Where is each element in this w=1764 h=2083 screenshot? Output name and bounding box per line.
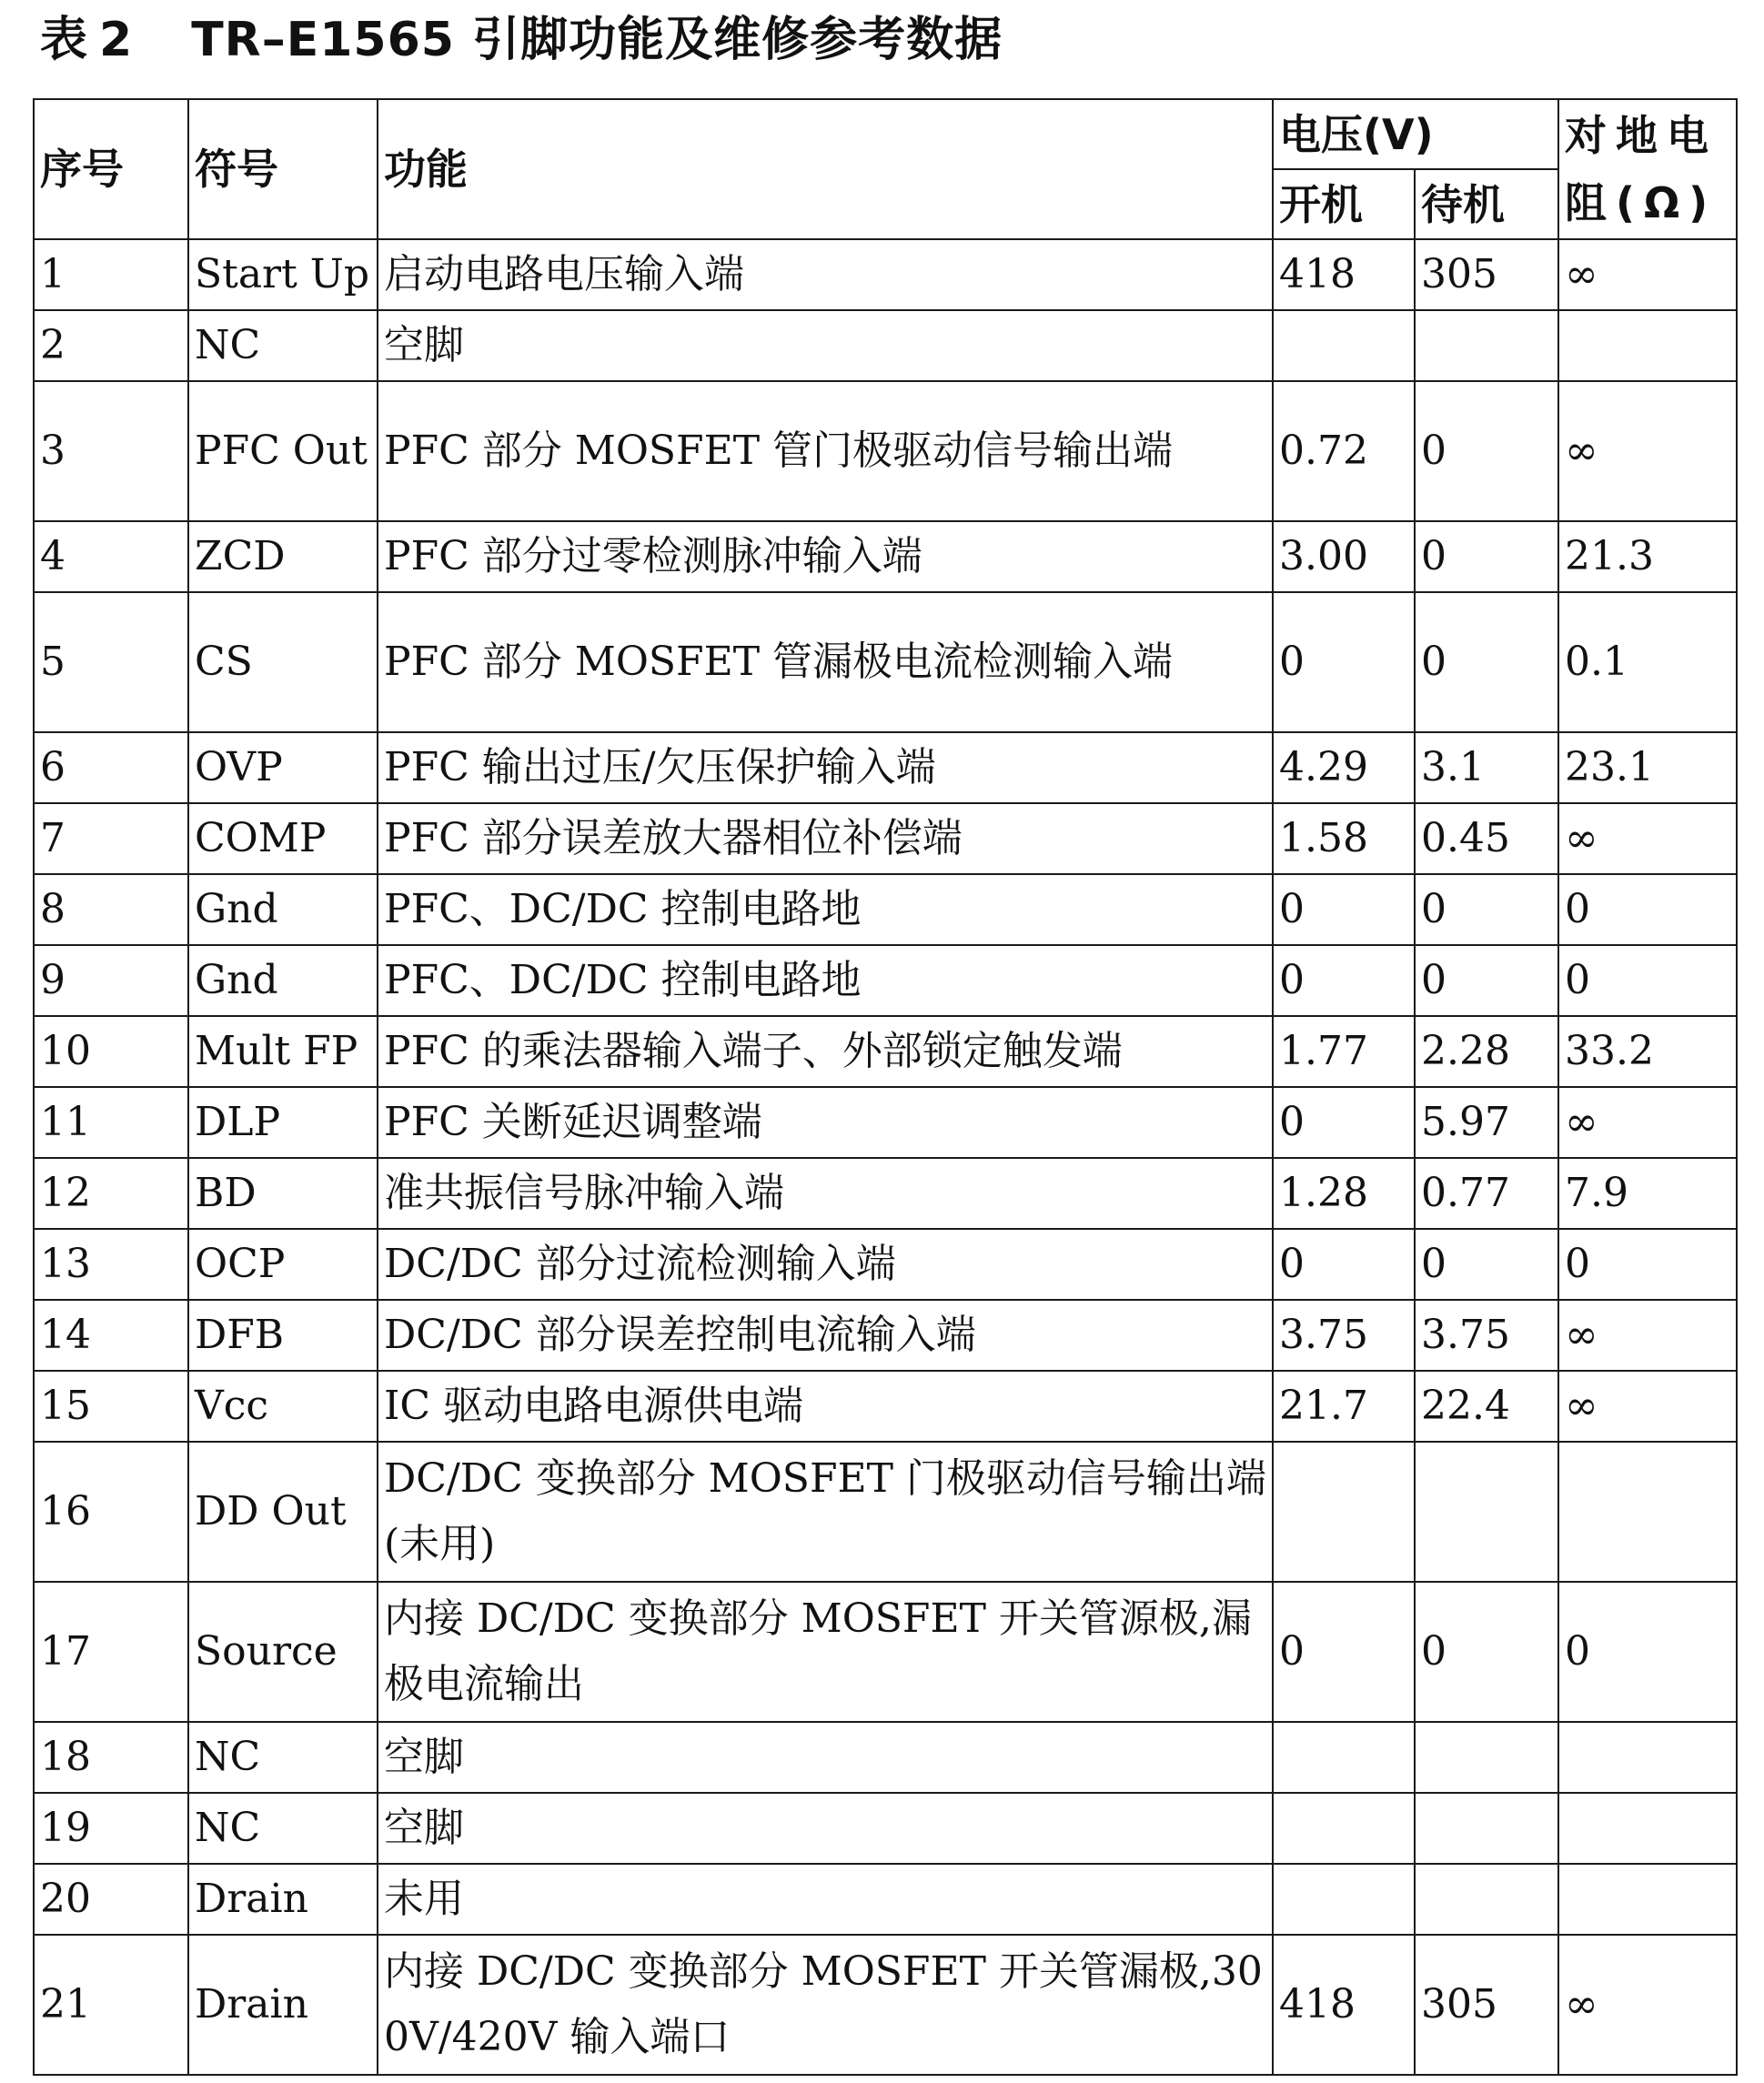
pin-number-cell: 3 bbox=[34, 381, 188, 521]
function-cell: 未用 bbox=[378, 1864, 1273, 1935]
standby-voltage-cell: 0.45 bbox=[1415, 803, 1558, 874]
power-on-voltage-cell bbox=[1273, 1722, 1415, 1793]
standby-voltage-cell: 0.77 bbox=[1415, 1158, 1558, 1229]
table-row bbox=[34, 1722, 1737, 1793]
header-standby: 待机 bbox=[1415, 169, 1558, 239]
symbol-cell: Gnd bbox=[188, 874, 378, 945]
pin-number-cell: 14 bbox=[34, 1300, 188, 1371]
resistance-cell: ∞ bbox=[1558, 1371, 1737, 1442]
power-on-voltage-cell: 1.77 bbox=[1273, 1016, 1415, 1087]
resistance-cell: 21.3 bbox=[1558, 521, 1737, 592]
power-on-voltage-cell: 0 bbox=[1273, 1229, 1415, 1300]
table-row bbox=[34, 803, 1737, 874]
table-row bbox=[34, 1442, 1737, 1582]
table-row bbox=[34, 1158, 1737, 1229]
power-on-voltage-cell: 418 bbox=[1273, 1935, 1415, 2075]
function-cell: PFC 部分误差放大器相位补偿端 bbox=[378, 803, 1273, 874]
pin-number-cell: 20 bbox=[34, 1864, 188, 1935]
power-on-voltage-cell bbox=[1273, 1793, 1415, 1864]
standby-voltage-cell: 5.97 bbox=[1415, 1087, 1558, 1158]
pin-function-table bbox=[33, 98, 1738, 2076]
standby-voltage-cell: 2.28 bbox=[1415, 1016, 1558, 1087]
symbol-cell: DLP bbox=[188, 1087, 378, 1158]
header-resistance: 对地电阻(Ω) bbox=[1558, 99, 1737, 239]
function-cell: 准共振信号脉冲输入端 bbox=[378, 1158, 1273, 1229]
symbol-cell: COMP bbox=[188, 803, 378, 874]
power-on-voltage-cell: 4.29 bbox=[1273, 732, 1415, 803]
function-cell: PFC 部分过零检测脉冲输入端 bbox=[378, 521, 1273, 592]
standby-voltage-cell: 0 bbox=[1415, 521, 1558, 592]
power-on-voltage-cell: 0 bbox=[1273, 1582, 1415, 1722]
table-row bbox=[34, 521, 1737, 592]
symbol-cell: Start Up bbox=[188, 239, 378, 310]
resistance-cell: 0 bbox=[1558, 874, 1737, 945]
pin-number-cell: 4 bbox=[34, 521, 188, 592]
standby-voltage-cell bbox=[1415, 1442, 1558, 1582]
header-index: 序号 bbox=[34, 99, 188, 239]
power-on-voltage-cell: 21.7 bbox=[1273, 1371, 1415, 1442]
symbol-cell: Gnd bbox=[188, 945, 378, 1016]
pin-number-cell: 11 bbox=[34, 1087, 188, 1158]
symbol-cell: CS bbox=[188, 592, 378, 732]
power-on-voltage-cell: 0 bbox=[1273, 874, 1415, 945]
pin-number-cell: 19 bbox=[34, 1793, 188, 1864]
power-on-voltage-cell: 1.28 bbox=[1273, 1158, 1415, 1229]
power-on-voltage-cell: 0 bbox=[1273, 945, 1415, 1016]
function-cell: 内接 DC/DC 变换部分 MOSFET 开关管源极,漏极电流输出 bbox=[378, 1582, 1273, 1722]
pin-number-cell: 18 bbox=[34, 1722, 188, 1793]
standby-voltage-cell: 0 bbox=[1415, 592, 1558, 732]
standby-voltage-cell: 0 bbox=[1415, 1229, 1558, 1300]
resistance-cell bbox=[1558, 1793, 1737, 1864]
function-cell: 空脚 bbox=[378, 1722, 1273, 1793]
resistance-cell: 0 bbox=[1558, 1582, 1737, 1722]
resistance-cell: 0 bbox=[1558, 945, 1737, 1016]
table-row bbox=[34, 239, 1737, 310]
caption-label: 表 bbox=[40, 13, 89, 67]
resistance-cell: 33.2 bbox=[1558, 1016, 1737, 1087]
table-row bbox=[34, 1016, 1737, 1087]
symbol-cell: ZCD bbox=[188, 521, 378, 592]
power-on-voltage-cell: 3.00 bbox=[1273, 521, 1415, 592]
pin-number-cell: 9 bbox=[34, 945, 188, 1016]
header-voltage: 电压(V) bbox=[1273, 99, 1558, 169]
function-cell: PFC 关断延迟调整端 bbox=[378, 1087, 1273, 1158]
function-cell: 空脚 bbox=[378, 1793, 1273, 1864]
power-on-voltage-cell: 418 bbox=[1273, 239, 1415, 310]
table-row bbox=[34, 381, 1737, 521]
standby-voltage-cell: 0 bbox=[1415, 945, 1558, 1016]
table-row bbox=[34, 874, 1737, 945]
pin-number-cell: 15 bbox=[34, 1371, 188, 1442]
symbol-cell: DFB bbox=[188, 1300, 378, 1371]
resistance-cell: 7.9 bbox=[1558, 1158, 1737, 1229]
table-row bbox=[34, 945, 1737, 1016]
resistance-cell: ∞ bbox=[1558, 239, 1737, 310]
standby-voltage-cell: 0 bbox=[1415, 1582, 1558, 1722]
pin-number-cell: 2 bbox=[34, 310, 188, 381]
pin-number-cell: 21 bbox=[34, 1935, 188, 2075]
resistance-cell: ∞ bbox=[1558, 381, 1737, 521]
standby-voltage-cell: 305 bbox=[1415, 239, 1558, 310]
table-row bbox=[34, 1087, 1737, 1158]
function-cell: PFC、DC/DC 控制电路地 bbox=[378, 945, 1273, 1016]
standby-voltage-cell: 305 bbox=[1415, 1935, 1558, 2075]
function-cell: PFC 部分 MOSFET 管门极驱动信号输出端 bbox=[378, 381, 1273, 521]
table-row bbox=[34, 1582, 1737, 1722]
resistance-cell bbox=[1558, 1722, 1737, 1793]
power-on-voltage-cell: 1.58 bbox=[1273, 803, 1415, 874]
symbol-cell: Mult FP bbox=[188, 1016, 378, 1087]
symbol-cell: BD bbox=[188, 1158, 378, 1229]
standby-voltage-cell: 0 bbox=[1415, 874, 1558, 945]
symbol-cell: Drain bbox=[188, 1935, 378, 2075]
pin-number-cell: 12 bbox=[34, 1158, 188, 1229]
pin-number-cell: 1 bbox=[34, 239, 188, 310]
pin-number-cell: 5 bbox=[34, 592, 188, 732]
power-on-voltage-cell bbox=[1273, 310, 1415, 381]
function-cell: PFC 输出过压/欠压保护输入端 bbox=[378, 732, 1273, 803]
function-cell: 启动电路电压输入端 bbox=[378, 239, 1273, 310]
power-on-voltage-cell: 0 bbox=[1273, 592, 1415, 732]
table-row bbox=[34, 592, 1737, 732]
header-power-on: 开机 bbox=[1273, 169, 1415, 239]
pin-number-cell: 17 bbox=[34, 1582, 188, 1722]
power-on-voltage-cell: 0.72 bbox=[1273, 381, 1415, 521]
table-row bbox=[34, 1371, 1737, 1442]
caption-title: TR–E1565 引脚功能及维修参考数据 bbox=[191, 13, 1003, 67]
pin-number-cell: 6 bbox=[34, 732, 188, 803]
resistance-cell bbox=[1558, 310, 1737, 381]
standby-voltage-cell: 22.4 bbox=[1415, 1371, 1558, 1442]
standby-voltage-cell bbox=[1415, 1793, 1558, 1864]
symbol-cell: NC bbox=[188, 1722, 378, 1793]
pin-number-cell: 16 bbox=[34, 1442, 188, 1582]
symbol-cell: OVP bbox=[188, 732, 378, 803]
symbol-cell: Vcc bbox=[188, 1371, 378, 1442]
caption-number: 2 bbox=[99, 13, 134, 67]
table-row bbox=[34, 1793, 1737, 1864]
table-caption bbox=[40, 7, 1003, 73]
symbol-cell: OCP bbox=[188, 1229, 378, 1300]
resistance-cell: ∞ bbox=[1558, 1300, 1737, 1371]
table-row bbox=[34, 732, 1737, 803]
standby-voltage-cell bbox=[1415, 1864, 1558, 1935]
function-cell: DC/DC 部分误差控制电流输入端 bbox=[378, 1300, 1273, 1371]
symbol-cell: DD Out bbox=[188, 1442, 378, 1582]
function-cell: DC/DC 变换部分 MOSFET 门极驱动信号输出端(未用) bbox=[378, 1442, 1273, 1582]
resistance-cell: 23.1 bbox=[1558, 732, 1737, 803]
function-cell: 内接 DC/DC 变换部分 MOSFET 开关管漏极,300V/420V 输入端口 bbox=[378, 1935, 1273, 2075]
function-cell: 空脚 bbox=[378, 310, 1273, 381]
table-row bbox=[34, 1229, 1737, 1300]
function-cell: DC/DC 部分过流检测输入端 bbox=[378, 1229, 1273, 1300]
function-cell: IC 驱动电路电源供电端 bbox=[378, 1371, 1273, 1442]
resistance-cell: ∞ bbox=[1558, 803, 1737, 874]
pin-number-cell: 8 bbox=[34, 874, 188, 945]
symbol-cell: Drain bbox=[188, 1864, 378, 1935]
standby-voltage-cell: 3.1 bbox=[1415, 732, 1558, 803]
resistance-cell: 0.1 bbox=[1558, 592, 1737, 732]
resistance-cell: 0 bbox=[1558, 1229, 1737, 1300]
pin-number-cell: 7 bbox=[34, 803, 188, 874]
header-function: 功能 bbox=[378, 99, 1273, 239]
symbol-cell: PFC Out bbox=[188, 381, 378, 521]
function-cell: PFC 部分 MOSFET 管漏极电流检测输入端 bbox=[378, 592, 1273, 732]
power-on-voltage-cell: 3.75 bbox=[1273, 1300, 1415, 1371]
standby-voltage-cell: 0 bbox=[1415, 381, 1558, 521]
table-row bbox=[34, 1864, 1737, 1935]
pin-number-cell: 10 bbox=[34, 1016, 188, 1087]
standby-voltage-cell bbox=[1415, 310, 1558, 381]
function-cell: PFC、DC/DC 控制电路地 bbox=[378, 874, 1273, 945]
pin-number-cell: 13 bbox=[34, 1229, 188, 1300]
function-cell: PFC 的乘法器输入端子、外部锁定触发端 bbox=[378, 1016, 1273, 1087]
resistance-cell bbox=[1558, 1442, 1737, 1582]
power-on-voltage-cell bbox=[1273, 1442, 1415, 1582]
power-on-voltage-cell bbox=[1273, 1864, 1415, 1935]
resistance-cell: ∞ bbox=[1558, 1087, 1737, 1158]
resistance-cell bbox=[1558, 1864, 1737, 1935]
table-body bbox=[34, 239, 1737, 2075]
header-symbol: 符号 bbox=[188, 99, 378, 239]
table-row bbox=[34, 310, 1737, 381]
symbol-cell: NC bbox=[188, 1793, 378, 1864]
standby-voltage-cell: 3.75 bbox=[1415, 1300, 1558, 1371]
table-row bbox=[34, 1935, 1737, 2075]
symbol-cell: Source bbox=[188, 1582, 378, 1722]
table-row bbox=[34, 1300, 1737, 1371]
power-on-voltage-cell: 0 bbox=[1273, 1087, 1415, 1158]
symbol-cell: NC bbox=[188, 310, 378, 381]
resistance-cell: ∞ bbox=[1558, 1935, 1737, 2075]
standby-voltage-cell bbox=[1415, 1722, 1558, 1793]
